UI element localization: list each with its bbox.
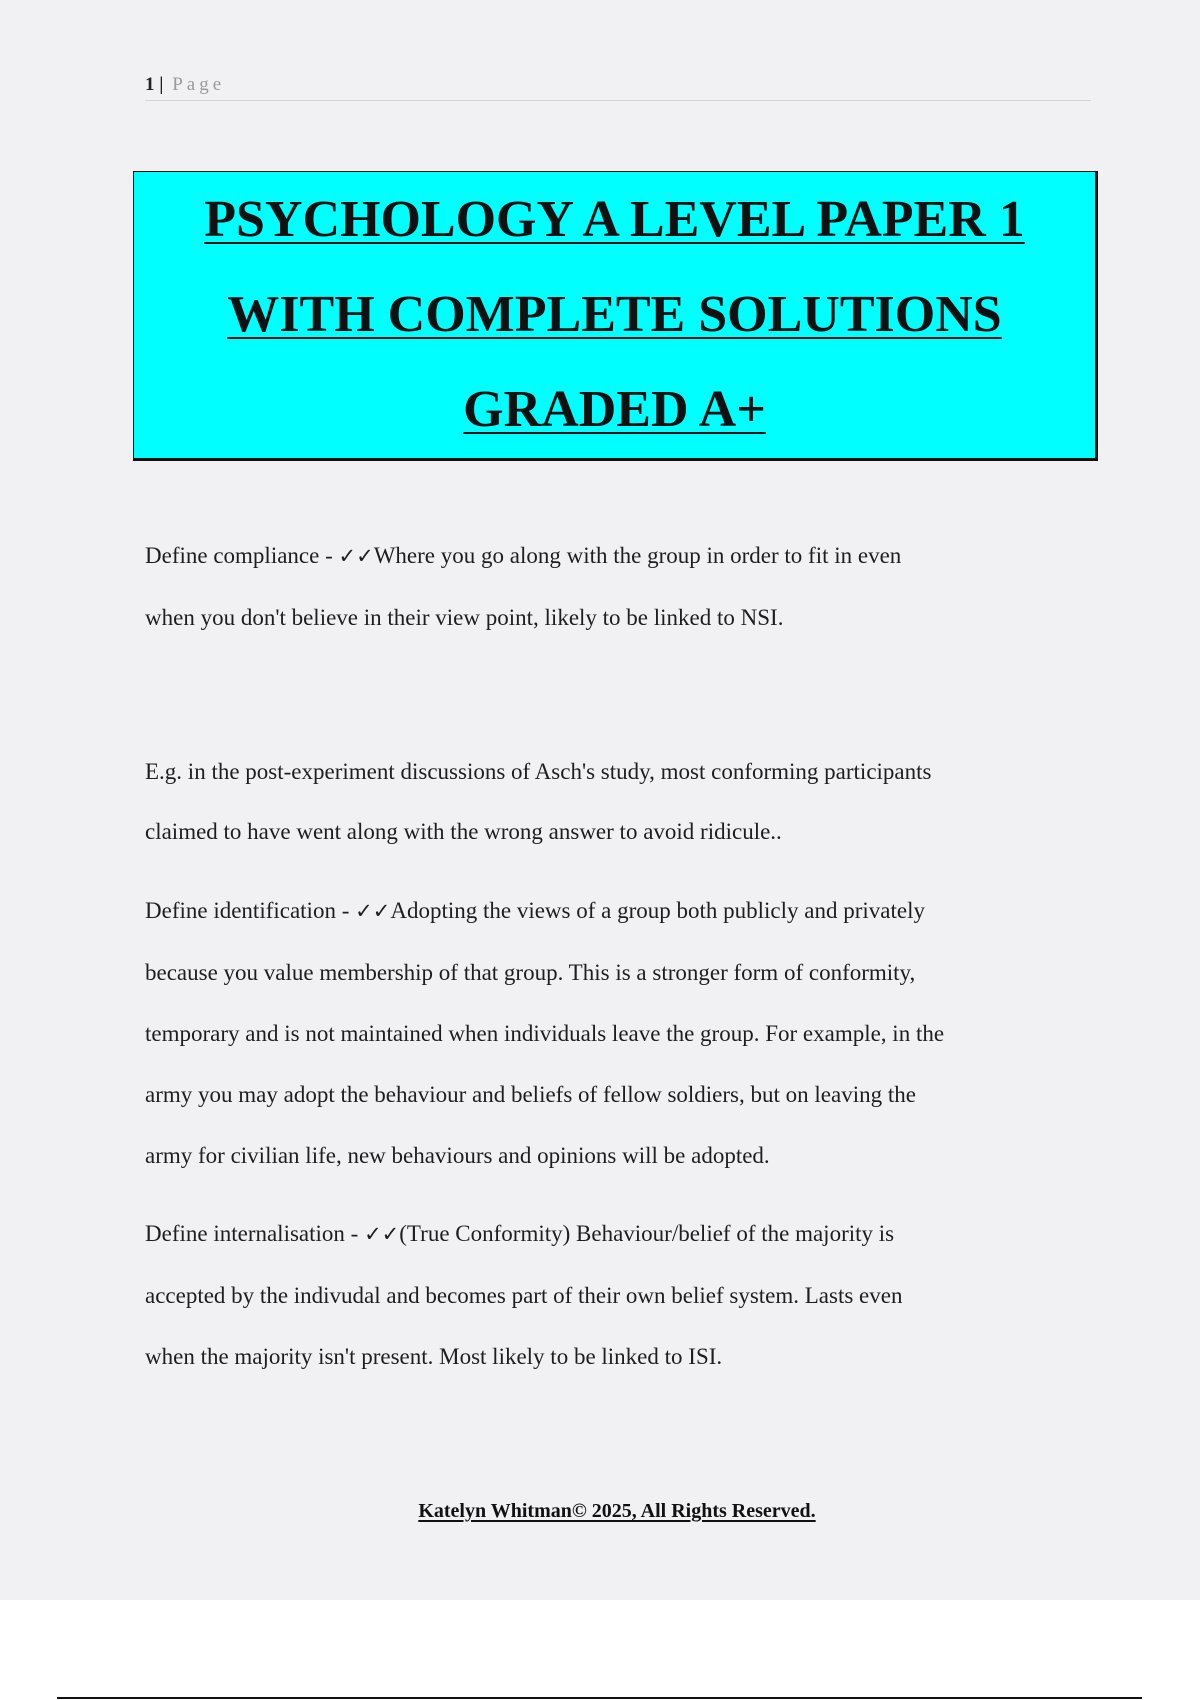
bottom-divider <box>57 1697 1142 1699</box>
copyright-footer <box>0 1500 1200 1523</box>
checkmark-icon: ✓✓ <box>338 544 374 568</box>
entry-line: when you don't believe in their view point, likely to be linked to NSI. <box>145 605 784 630</box>
copyright-text: Katelyn Whitman© 2025, All Rights Reserved. <box>418 1500 816 1522</box>
entry-line: temporary and is not maintained when individuals leave the group. For example, in the <box>145 1021 945 1046</box>
entry-term: Define compliance - <box>145 543 339 568</box>
entry-line: army for civilian life, new behaviours and opinions will be adopted. <box>145 1143 770 1168</box>
entry-line: E.g. in the post-experiment discussions of Asch's study, most conforming participants <box>145 759 932 784</box>
title-line-3: GRADED A+ <box>463 381 766 438</box>
entry-text: Adopting the views of a group both publicly and privately <box>390 898 925 923</box>
entry-text: (True Conformity) Behaviour/belief of the majority is <box>399 1221 895 1246</box>
title-line-2: WITH COMPLETE SOLUTIONS <box>227 286 1002 343</box>
title-banner <box>133 171 1098 461</box>
entry-term: Define identification - <box>145 898 356 923</box>
entry-line <box>145 525 1095 587</box>
entry-internalisation <box>145 1203 1095 1387</box>
page-header <box>145 72 1091 101</box>
page-label: Page <box>172 74 226 95</box>
entry-line: when the majority isn't present. Most likely to be linked to ISI. <box>145 1344 723 1369</box>
entry-line <box>145 1203 1095 1265</box>
entry-term: Define internalisation - <box>145 1221 365 1246</box>
page-number: 1 <box>145 74 155 95</box>
entry-line: claimed to have went along with the wrong answer to avoid ridicule.. <box>145 819 782 844</box>
checkmark-icon: ✓✓ <box>355 899 391 923</box>
page-separator: | <box>159 74 164 95</box>
entry-line <box>145 880 1095 942</box>
entry-identification <box>145 880 1095 1186</box>
entry-line: because you value membership of that group. This is a stronger form of conformity, <box>145 960 916 985</box>
entry-example <box>145 742 1095 862</box>
entry-text: Where you go along with the group in order to fit in even <box>373 543 902 568</box>
entry-line: army you may adopt the behaviour and beliefs of fellow soldiers, but on leaving the <box>145 1082 916 1107</box>
entry-line: accepted by the indivudal and becomes part of their own belief system. Lasts even <box>145 1283 903 1308</box>
title-line-1: PSYCHOLOGY A LEVEL PAPER 1 <box>204 191 1025 248</box>
entry-compliance <box>145 525 1095 648</box>
checkmark-icon: ✓✓ <box>364 1222 400 1246</box>
